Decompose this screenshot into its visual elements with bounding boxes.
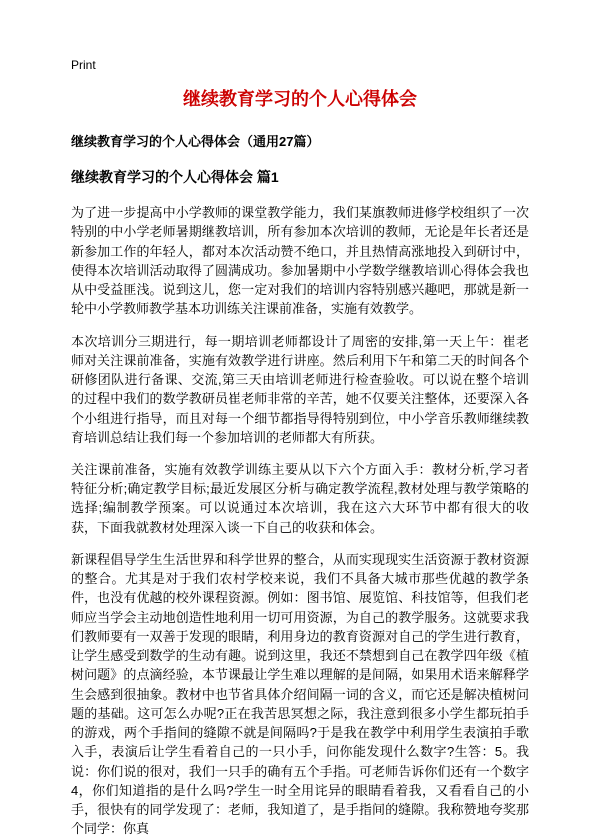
paragraph: 为了进一步提高中小学教师的课堂教学能力，我们某旗教师进修学校组织了一次特别的中小学老师暑期继教培训，所有参加本次培训的教师，无论是年长者还是新参加工作的年轻人，都对本次活动赞不绝口，并且热情高涨地投入到研讨中，使得本次培训活动取得了圆满成功。参加暑期中小学数学继教培训心得体会我也从中受益匪浅。说到这儿，您一定对我们的培训内容特别感兴趣吧，那就是新一轮中小学教师教学基本功训练关注课前准备，实施有效教学。	[71, 205, 529, 317]
page-title: 继续教育学习的个人心得体会	[183, 89, 417, 109]
document-subtitle: 继续教育学习的个人心得体会（通用27篇）	[71, 134, 320, 150]
article-body	[71, 203, 529, 838]
paragraph: 新课程倡导学生生活世界和科学世界的整合，从而实现现实生活资源于教材资源的整合。尤其是对于我们农村学校来说，我们不具备大城市那些优越的教学条件，也没有优越的校外课程资源。例如：图书馆、展览馆、科技馆等，但我们老师应当学会主动地创造性地利用一切可用资源，为自己的教学服务。这就要求我们教师要有一双善于发现的眼睛，利用身边的教育资源对自己的学生进行教育，让学生感受到数学的生动有趣。说到这里，我还不禁想到自己在教学四年级《植树问题》的点滴经验，本节课最让学生难以理解的是间隔，如果用术语来解释学生会感到很抽象。教材中也节省具体介绍间隔一词的含义，而它还是解决植树问题的基础。这可怎么办呢?正在我苦思冥想之际，我注意到很多小学生都玩拍手的游戏，两个手指间的缝隙不就是间隔吗?于是我在教学中利用学生表演拍手歌入手，表演后让学生看着自己的一只小手，问你能发现什么数字?生答：5。我说：你们说的很对，我们一只手的确有五个手指。可老师告诉你们还有一个数字4，你们知道指的是什么吗?学生一时全用诧异的眼睛看着我，又看看自己的小手，很快有的同学发现了：老师，我知道了，是手指间的缝隙。我称赞地夸奖那个同学：你真	[71, 551, 529, 837]
paragraph: 关注课前准备，实施有效教学训练主要从以下六个方面入手：教材分析,学习者特征分析;确定教学目标;最近发展区分析与确定教学流程,教材处理与教学策略的选择;编制教学预案。可以说通过本次培训，我在这六大环节中都有很大的收获，下面我就教材处理深入谈一下自己的收获和体会。	[71, 461, 529, 535]
print-link[interactable]: Print	[71, 58, 96, 72]
paragraph: 本次培训分三期进行，每一期培训老师都设计了周密的安排,第一天上午：崔老师对关注课前准备，实施有效教学进行讲座。然后利用下午和第二天的时间各个研修团队进行备课、交流,第三天由培训老师进行检查验收。可以说在整个培训的过程中我们的数学教研员崔老师非常的辛苦，她不仅要关注整体，还要深入各个小组进行指导，而且对每一个细节都指导得特别到位，中小学音乐教师继续教育培训总结让我们每一个参加培训的老师都大有所获。	[71, 333, 529, 445]
section-heading: 继续教育学习的个人心得体会 篇1	[71, 168, 279, 185]
